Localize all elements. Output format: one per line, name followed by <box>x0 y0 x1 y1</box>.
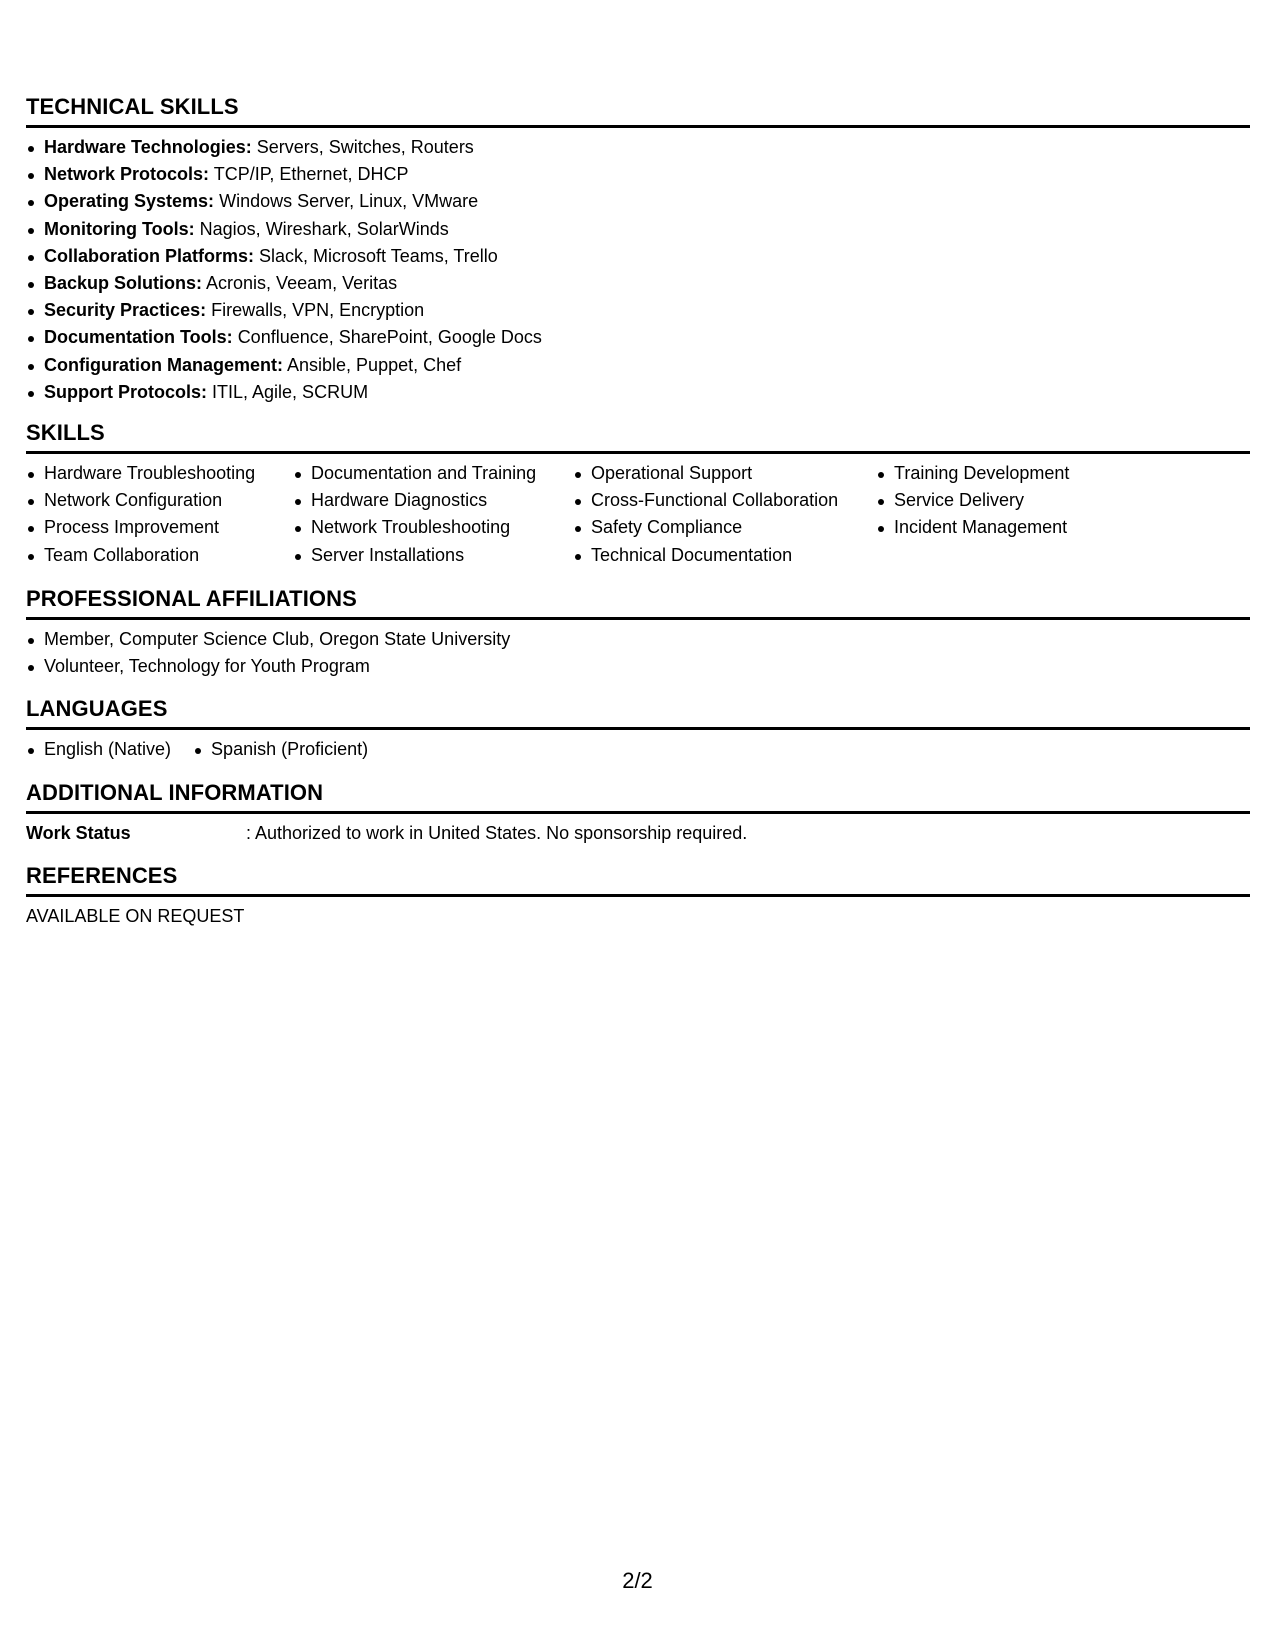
list-item <box>26 270 1250 297</box>
page-number: 2/2 <box>622 1568 653 1593</box>
references-text: AVAILABLE ON REQUEST <box>26 906 245 926</box>
languages-list <box>26 736 1250 763</box>
affiliations-section <box>26 586 1250 680</box>
list-item <box>26 134 1250 161</box>
list-item: Service Delivery <box>876 487 1176 514</box>
languages-heading: LANGUAGES <box>26 696 1250 730</box>
list-item: Volunteer, Technology for Youth Program <box>26 653 1250 680</box>
technical-skills-section <box>26 94 1250 406</box>
skill-category-label: Configuration Management: <box>44 354 283 375</box>
skill-category-label: Support Protocols: <box>44 381 207 402</box>
list-item: Spanish (Proficient) <box>193 736 368 763</box>
additional-info-section <box>26 780 1250 847</box>
affiliations-list <box>26 626 1250 680</box>
additional-info-heading: ADDITIONAL INFORMATION <box>26 780 1250 814</box>
skill-category-label: Monitoring Tools: <box>44 218 195 239</box>
skill-category-label: Security Practices: <box>44 300 207 321</box>
skill-category-label: Operating Systems: <box>44 191 215 212</box>
languages-section <box>26 696 1250 763</box>
skill-category-value: ITIL, Agile, SCRUM <box>212 381 369 402</box>
list-item <box>26 161 1250 188</box>
technical-skills-list <box>26 134 1250 406</box>
skill-category-value: Servers, Switches, Routers <box>256 137 474 157</box>
work-status-value: : Authorized to work in United States. No sponsorship required. <box>246 823 748 843</box>
list-item: Documentation and Training <box>293 460 573 487</box>
list-item: Technical Documentation <box>573 542 876 569</box>
skill-category-value: Slack, Microsoft Teams, Trello <box>259 245 498 266</box>
skills-heading: SKILLS <box>26 420 1250 454</box>
work-status-row <box>26 820 1250 847</box>
list-item: Server Installations <box>293 542 573 569</box>
skill-category-label: Hardware Technologies: <box>44 137 252 157</box>
list-item: Network Troubleshooting <box>293 514 573 541</box>
affiliations-heading: PROFESSIONAL AFFILIATIONS <box>26 586 1250 620</box>
skill-category-value: Acronis, Veeam, Veritas <box>206 273 398 294</box>
list-item <box>26 297 1250 324</box>
skills-column <box>293 460 573 569</box>
skills-column <box>26 460 293 569</box>
skill-category-value: Windows Server, Linux, VMware <box>219 191 479 212</box>
list-item: Hardware Troubleshooting <box>26 460 293 487</box>
list-item <box>26 324 1250 351</box>
skills-column <box>876 460 1176 569</box>
skill-category-value: Firewalls, VPN, Encryption <box>211 300 425 321</box>
skill-category-value: TCP/IP, Ethernet, DHCP <box>213 164 409 185</box>
skill-category-value: Ansible, Puppet, Chef <box>287 354 462 375</box>
list-item <box>26 243 1250 270</box>
list-item <box>26 352 1250 379</box>
references-heading: REFERENCES <box>26 863 1250 897</box>
skill-category-label: Network Protocols: <box>44 164 210 185</box>
list-item <box>26 188 1250 215</box>
skill-category-label: Collaboration Platforms: <box>44 245 255 266</box>
list-item: English (Native) <box>26 736 171 763</box>
list-item: Cross-Functional Collaboration <box>573 487 876 514</box>
references-section <box>26 863 1250 930</box>
list-item: Process Improvement <box>26 514 293 541</box>
list-item <box>26 216 1250 243</box>
skills-columns <box>26 460 1250 569</box>
list-item: Operational Support <box>573 460 876 487</box>
technical-skills-heading: TECHNICAL SKILLS <box>26 94 1250 128</box>
work-status-label: Work Status <box>26 823 131 843</box>
list-item: Training Development <box>876 460 1176 487</box>
list-item: Team Collaboration <box>26 542 293 569</box>
list-item: Incident Management <box>876 514 1176 541</box>
skill-category-label: Documentation Tools: <box>44 327 233 348</box>
list-item: Safety Compliance <box>573 514 876 541</box>
skill-category-label: Backup Solutions: <box>44 273 203 294</box>
list-item: Hardware Diagnostics <box>293 487 573 514</box>
skills-section <box>26 420 1250 569</box>
list-item <box>26 379 1250 406</box>
skills-column <box>573 460 876 569</box>
skill-category-value: Confluence, SharePoint, Google Docs <box>237 327 542 348</box>
skill-category-value: Nagios, Wireshark, SolarWinds <box>199 218 449 239</box>
list-item: Network Configuration <box>26 487 293 514</box>
list-item: Member, Computer Science Club, Oregon State University <box>26 626 1250 653</box>
